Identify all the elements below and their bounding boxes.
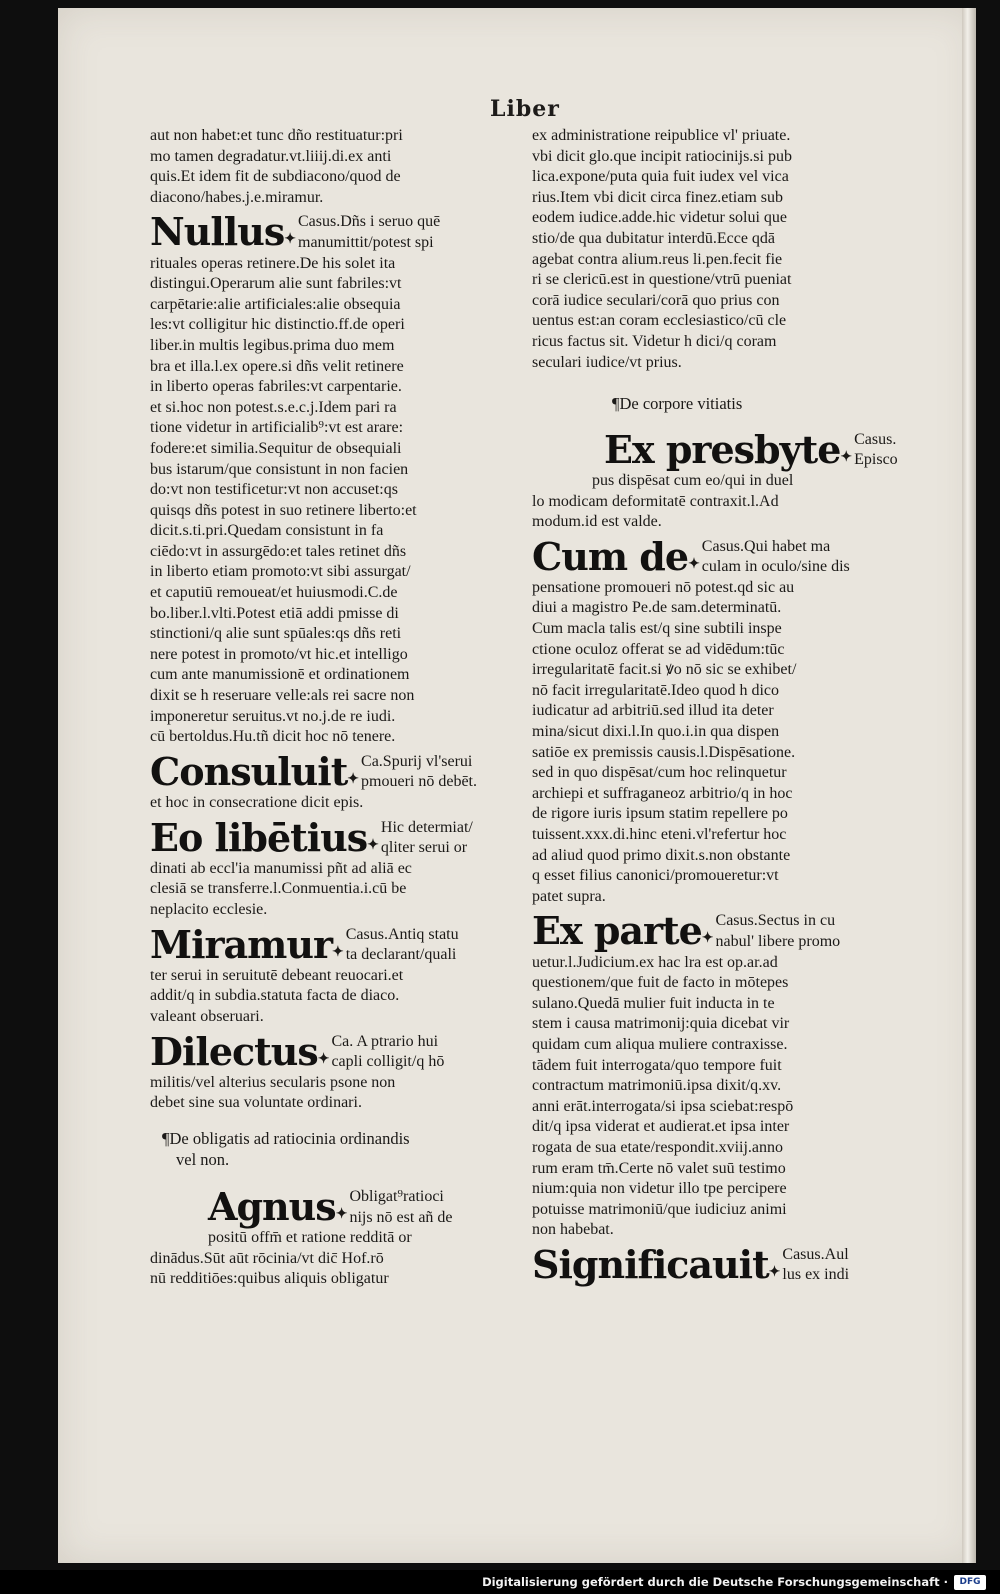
text-line: clesiā se transferre.l.Conmuentia.i.cū be [150, 880, 407, 898]
text-line: ri se clericū.est in questione/vtrū pueniat [532, 271, 792, 289]
paragraph-mark: ✦ [284, 232, 296, 248]
text-line: ¶De obligatis ad ratiocinia ordinandis [162, 1128, 410, 1148]
entry-dilectus [150, 1028, 488, 1074]
text-line: militis/vel alterius secularis psone non [150, 1073, 396, 1091]
text-line: quis.Et idem fit de subdiacono/quod de [150, 168, 401, 186]
text-line: ctione oculoz offerat se ad vidēdum:tūc [532, 640, 785, 658]
text-line: Casus.Sectus in cu [715, 912, 836, 930]
text-line: vel non. [176, 1149, 230, 1169]
text-line: et hoc in consecratione dicit epis. [150, 794, 364, 811]
text-line: ad aliud quod primo dixit.s.non obstante [532, 846, 791, 864]
entry-body [150, 1228, 488, 1290]
text-line: ta declarant/quali [345, 946, 457, 964]
paragraph-mark: ✦ [335, 1207, 348, 1223]
entry-heading: Ex presbyte [604, 426, 841, 472]
entry-heading: Eo libētius [150, 814, 368, 860]
funding-note: Digitalisierung gefördert durch die Deutsche Forschungsgemeinschaft · [482, 1575, 948, 1589]
text-line: iudicatur ad arbitriū.sed illud ita deter [532, 702, 774, 720]
entry-body [150, 859, 488, 921]
text-line: addit/q in subdia.statuta facta de diaco. [150, 987, 400, 1005]
paragraph-mark: ✦ [347, 771, 360, 787]
text-line: bra et illa.l.ex opere.si dñs velit retinere [150, 357, 404, 375]
text-line: dinati ab eccl'ia manumissi pñt ad aliā ec [150, 859, 412, 877]
text-line: positū offm̄ et ratione redditā or [208, 1229, 412, 1247]
text-line: sulano.Quedā mulier fuit inducta in te [532, 994, 775, 1012]
text-line: sed in quo dispēsat/cum hoc relinquetur [532, 764, 787, 782]
text-line: lo modicam deformitatē contraxit.l.Ad [532, 492, 779, 510]
text-line: patet supra. [532, 887, 606, 905]
text-line: in liberto etiam promoto:vt sibi assurgat/ [150, 563, 411, 581]
text-line: cū bertoldus.Hu.tñ dicit hoc nō tenere. [150, 728, 396, 746]
text-line: nabul' libere promo [715, 932, 841, 950]
text-line: seculari iudice/vt prius. [532, 353, 682, 371]
entry-eo-libentius [150, 814, 488, 860]
text-line: liber.in multis legibus.prima duo mem [150, 336, 395, 354]
text-line: dicit.s.ti.pri.Quedam consistunt in fa [150, 522, 384, 540]
entry-heading: Significauit [532, 1241, 769, 1287]
text-line: Cum macla talis est/q sine subtili inspe [532, 620, 782, 638]
section-title [162, 1128, 488, 1169]
text-line: cum ante manumissionē et ordinationem [150, 666, 410, 684]
text-line: aut non habet:et tunc dño restituatur:pri [150, 127, 403, 144]
text-line: modum.id est valde. [532, 513, 662, 531]
text-line: imponeretur seruitus.vt no.j.de re iudi. [150, 707, 396, 725]
text-line: pus dispēsat cum eo/qui in duel [592, 471, 794, 489]
text-line: mina/sicut dixi.l.In quo.i.in qua dispen [532, 723, 780, 741]
text-line: Casus.Qui habet ma [701, 537, 831, 555]
text-line: lus ex indi [782, 1266, 850, 1284]
entry-body [532, 578, 872, 908]
entry-ex-parte [532, 908, 872, 954]
text-line: manumittit/potest spi [298, 233, 434, 251]
text-line: ex administratione reipublice vl' priuate. [532, 127, 791, 144]
running-head: Liber [490, 96, 560, 122]
entry-significauit [532, 1241, 872, 1287]
text-line: debet sine sua voluntate ordinari. [150, 1094, 362, 1112]
text-line: tione videtur in artificialib⁹:vt est arare: [150, 419, 404, 437]
paragraph-mark: ✦ [367, 837, 379, 853]
left-column [150, 126, 488, 1290]
paragraph-mark: ✦ [701, 931, 714, 947]
entry-heading: Nullus [150, 209, 285, 255]
entry-consuluit [150, 748, 488, 794]
footer-bar [0, 1570, 1000, 1594]
text-line: stio/de qua dubitatur interdū.Ecce qdā [532, 229, 776, 247]
text-line: Obligat⁹ratioci [349, 1188, 444, 1206]
entry-heading: Miramur [150, 921, 332, 967]
text-line: nū redditiōes:quibus aliquis obligatur [150, 1270, 389, 1288]
entry-heading: Agnus [208, 1184, 336, 1230]
left-intro [150, 126, 488, 208]
text-line: capli colligit/q hō [331, 1053, 445, 1071]
text-line: diacono/habes.j.e.miramur. [150, 188, 324, 206]
text-line: nium:quia non videtur illo tpe percipere [532, 1180, 787, 1198]
text-line: do:vt non testificetur:vt non accuset:qs [150, 481, 398, 499]
text-line: diui a magistro Pe.de sam.determinatū. [532, 599, 782, 617]
right-intro [532, 126, 872, 373]
text-line: Casus.Antiq statu [345, 925, 459, 943]
text-line: dinādus.Sūt aūt rōcinia/vt dic̄ Hof.rō [150, 1249, 384, 1267]
text-line: et si.hoc non potest.s.e.c.j.Idem pari ra [150, 398, 397, 416]
text-line: uetur.l.Judicium.ex hac lra est op.ar.ad [532, 953, 778, 971]
text-line: vbi dicit glo.que incipit ratiocinijs.si pub [532, 147, 792, 165]
text-line: rituales operas retinere.De his solet ita [150, 254, 396, 272]
entry-cum-de [532, 533, 872, 579]
entry-nullus [150, 209, 488, 255]
text-line: qliter serui or [380, 839, 468, 857]
text-line: archiepi et suffraganeoz arbitrio/q in hoc [532, 784, 793, 802]
text-line: dit/q ipsa viderat et audierat.et ipsa inter [532, 1118, 790, 1136]
text-line: non habebat. [532, 1221, 614, 1239]
paragraph-mark: ✦ [768, 1264, 781, 1280]
text-line: de rigore iuris ipsum statim repellere po [532, 805, 788, 823]
entry-body [150, 793, 488, 814]
text-line: stem i causa matrimonij:quia dicebat vir [532, 1015, 790, 1033]
entry-agnus [208, 1184, 488, 1230]
text-line: contractum matrimoniū.ipsa dixit/q.xv. [532, 1077, 782, 1095]
right-column [532, 126, 898, 1287]
text-line: agebat contra alium.reus li.pen.fecit fie [532, 250, 783, 268]
text-line: Casus.Aul [782, 1245, 849, 1263]
text-line: bo.liber.l.vlti.Potest etiā addi pmisse di [150, 604, 399, 622]
text-line: Casus.Dñs i seruo quē [298, 213, 441, 231]
text-line: lica.expone/puta quia fuit iudex vel vica [532, 168, 789, 186]
text-line: stinctioni/q alie sunt spūales:qs dñs reti [150, 625, 402, 643]
entry-heading: Dilectus [150, 1028, 318, 1074]
text-line: quisqs dñs potest in suo retinere liberto:et [150, 501, 417, 519]
entry-body [150, 966, 488, 1028]
dfg-logo-icon: DFG [954, 1575, 986, 1590]
text-line: q esset filius canonici/promoueretur:vt [532, 867, 779, 885]
text-line: neplacito ecclesie. [150, 900, 268, 918]
text-line: satiōe ex premissis causis.l.Dispēsatione. [532, 743, 796, 761]
entry-body [532, 471, 872, 533]
entry-heading: Cum de [532, 533, 689, 579]
text-line: fodere:et similia.Sequitur de obsequiali [150, 439, 402, 457]
text-line: valeant obseruari. [150, 1007, 264, 1025]
text-line: quidam cum aliqua muliere contraxisse. [532, 1035, 788, 1053]
text-line: in liberto operas fabriles:vt carpentarie. [150, 378, 402, 396]
text-line: les:vt colligitur hic distinctio.ff.de operi [150, 316, 405, 334]
section-title [612, 393, 872, 414]
entry-body [532, 953, 872, 1241]
text-line: pmoueri nō debēt. [361, 773, 477, 791]
page-edge [962, 8, 976, 1563]
text-line: nere potest in promoto/vt hic.et intelligo [150, 645, 408, 663]
text-line: irregularitatē facit.si ꝟo nō sic se exhibet/ [532, 661, 797, 679]
text-line: Casus. [854, 430, 897, 448]
text-line: distingui.Operarum alie sunt fabriles:vt [150, 275, 402, 293]
text-line: et caputiū remoueat/et huiusmodi.C.de [150, 584, 398, 602]
text-line: rum eram tm̄.Certe nō valet suū testimo [532, 1159, 786, 1177]
text-line: ricus factus sit. Videtur h dici/q coram [532, 332, 777, 350]
entry-body [150, 1073, 488, 1114]
text-line: anni erāt.interrogata/si ipsa sciebat:respō [532, 1097, 794, 1115]
entry-body [150, 254, 488, 748]
entry-ex-presbyte [604, 426, 898, 472]
text-line: ¶De corpore vitiatis [612, 394, 743, 414]
text-line: questionem/que fuit de facto in mōtepes [532, 974, 789, 992]
text-line: Episco [854, 451, 898, 469]
text-line: ciēdo:vt in assurgēdo:et tales retinet dñs [150, 542, 407, 560]
text-line: nō facit irregularitatē.Ideo quod h dico [532, 681, 780, 699]
paragraph-mark: ✦ [317, 1051, 330, 1067]
paragraph-mark: ✦ [332, 944, 344, 960]
paragraph-mark: ✦ [688, 556, 700, 572]
text-line: bus istarum/que consistunt in non facien [150, 460, 409, 478]
paragraph-mark: ✦ [840, 449, 853, 465]
text-line: rius.Item vbi dicit circa finez.etiam sub [532, 188, 784, 206]
text-line: uentus est:an coram ecclesiastico/cū cle [532, 312, 787, 330]
text-line: dixit se h reseruare velle:als rei sacre non [150, 687, 415, 705]
text-line: tādem fuit interrogata/quo tempore fuit [532, 1056, 782, 1074]
text-line: tuissent.xxx.di.hinc eteni.vl'refertur hoc [532, 826, 787, 843]
text-line: corā iudice seculari/corā quo prius con [532, 291, 780, 309]
text-line: eodem iudice.adde.hic videtur solui que [532, 209, 788, 227]
text-line: carpētarie:alie artificiales:alie obsequia [150, 295, 401, 313]
text-line: Ca.Spurij vl'serui [361, 752, 473, 770]
entry-heading: Ex parte [532, 908, 702, 954]
text-line: ter serui in seruitutē debeant reuocari.et [150, 966, 404, 984]
text-line: rogata de sua etate/respondit.xviij.anno [532, 1138, 784, 1156]
text-line: Ca. A ptrario hui [331, 1032, 439, 1050]
entry-heading: Consuluit [150, 748, 348, 794]
text-line: pensatione promoueri nō potest.qd sic au [532, 578, 795, 596]
entry-miramur [150, 921, 488, 967]
text-line: mo tamen degradatur.vt.liiij.di.ex anti [150, 147, 392, 165]
text-line: nijs nō est añ de [349, 1208, 453, 1226]
text-line: potuisse matrimoniū/que iudiciuz animi [532, 1200, 787, 1218]
text-line: culam in oculo/sine dis [701, 558, 850, 576]
text-line: Hic determiat/ [380, 818, 473, 836]
